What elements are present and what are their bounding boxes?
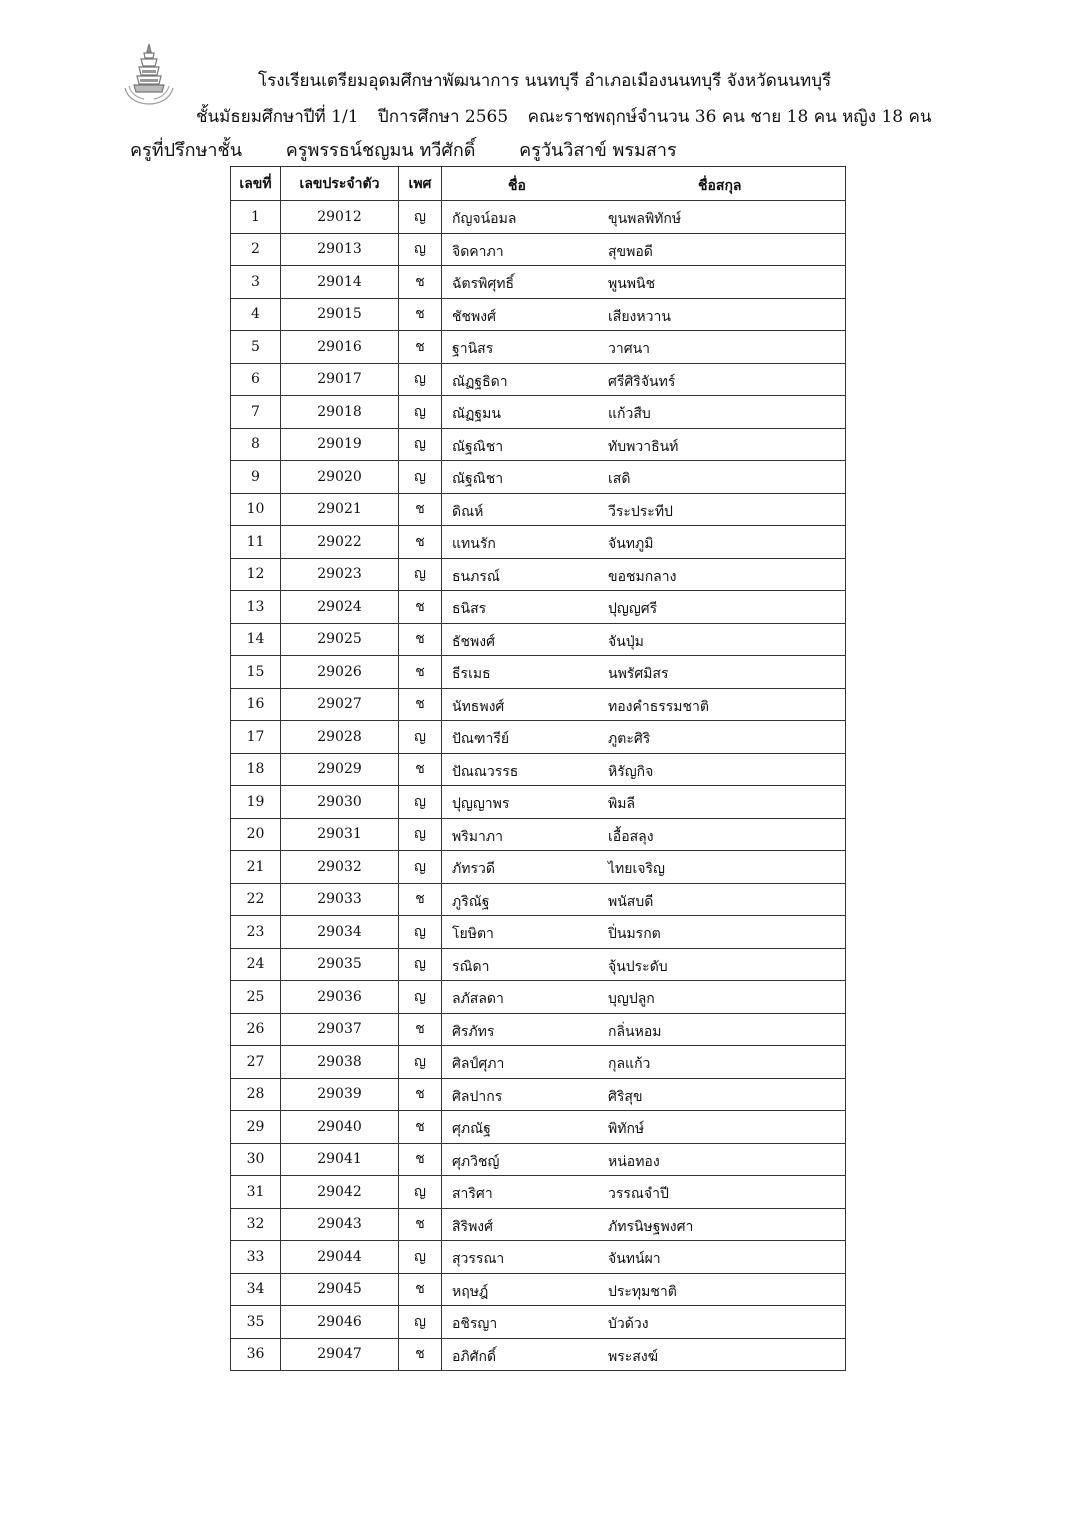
table-row (231, 1046, 846, 1079)
student-name-cell (442, 526, 846, 559)
student-id: 29014 (281, 266, 399, 299)
row-number: 25 (231, 981, 281, 1014)
student-sex: ญ (399, 1241, 442, 1274)
student-sex: ช (399, 526, 442, 559)
row-number: 18 (231, 753, 281, 786)
student-id: 29025 (281, 623, 399, 656)
student-last-name: จันปุ่ม (608, 633, 644, 650)
table-row (231, 591, 846, 624)
table-row (231, 1078, 846, 1111)
student-name-cell (442, 818, 846, 851)
roster-body (231, 201, 846, 1371)
student-id: 29032 (281, 851, 399, 884)
student-sex: ช (399, 493, 442, 526)
student-last-name: ทับพวาธินท์ (608, 438, 679, 455)
student-first-name: แทนรัก (452, 536, 496, 552)
student-name-cell (442, 1338, 846, 1371)
student-first-name: ณัฏฐธิดา (452, 373, 508, 390)
student-sex: ญ (399, 981, 442, 1014)
student-last-name: บัวด้วง (608, 1316, 649, 1332)
row-number: 11 (231, 526, 281, 559)
student-first-name: ธีรเมธ (452, 666, 491, 682)
student-id: 29034 (281, 916, 399, 949)
row-number: 14 (231, 623, 281, 656)
student-id: 29026 (281, 656, 399, 689)
table-row (231, 1338, 846, 1371)
student-last-name: แก้วสืบ (608, 406, 651, 422)
student-last-name: ศิริสุข (608, 1088, 643, 1105)
table-row (231, 916, 846, 949)
student-id: 29039 (281, 1078, 399, 1111)
table-row (231, 818, 846, 851)
student-id: 29042 (281, 1176, 399, 1209)
table-row (231, 1176, 846, 1209)
student-first-name: สิริพงศ์ (452, 1218, 494, 1235)
student-first-name: อชิรญา (452, 1316, 498, 1332)
student-name-cell (442, 558, 846, 591)
row-number: 3 (231, 266, 281, 299)
row-number: 8 (231, 428, 281, 461)
column-header-first-name: ชื่อ (508, 178, 526, 194)
student-last-name: เสียงหวาน (608, 308, 671, 325)
academic-year: ปีการศึกษา 2565 (377, 107, 509, 127)
row-number: 30 (231, 1143, 281, 1176)
row-number: 20 (231, 818, 281, 851)
column-header-student-id: เลขประจำตัว (281, 167, 399, 201)
row-number: 4 (231, 298, 281, 331)
row-number: 2 (231, 233, 281, 266)
student-last-name: หน่อทอง (608, 1153, 660, 1170)
student-id: 29024 (281, 591, 399, 624)
student-first-name: ศุภวิชญ์ (452, 1153, 500, 1170)
student-last-name: วรรณจำปี (608, 1186, 669, 1202)
student-first-name: ฉัตรพิศุทธิ์ (452, 276, 515, 292)
student-first-name: กัญจน์อมล (452, 211, 517, 227)
student-name-cell (442, 331, 846, 364)
student-name-cell (442, 688, 846, 721)
row-number: 6 (231, 363, 281, 396)
row-number: 7 (231, 396, 281, 429)
student-name-cell (442, 1111, 846, 1144)
student-last-name: ประทุมชาติ (608, 1283, 677, 1300)
student-sex: ช (399, 298, 442, 331)
row-number: 22 (231, 883, 281, 916)
student-first-name: ฐานิสร (452, 341, 494, 357)
table-row (231, 428, 846, 461)
student-last-name: เอื้อสลุง (608, 828, 654, 845)
student-name-cell (442, 1176, 846, 1209)
student-id: 29023 (281, 558, 399, 591)
student-sex: ช (399, 656, 442, 689)
row-number: 21 (231, 851, 281, 884)
student-name-cell (442, 591, 846, 624)
table-row (231, 1208, 846, 1241)
student-first-name: ธนภรณ์ (452, 568, 500, 585)
advisor-label: ครูที่ปรึกษาชั้น (130, 140, 243, 161)
table-row (231, 883, 846, 916)
student-last-name: กลิ่นหอม (608, 1023, 662, 1040)
student-last-name: พูนพนิช (608, 276, 656, 292)
row-number: 27 (231, 1046, 281, 1079)
row-number: 1 (231, 201, 281, 234)
student-first-name: ลภัสลดา (452, 991, 504, 1007)
table-row (231, 493, 846, 526)
student-last-name: พนัสบดี (608, 893, 654, 910)
table-row (231, 396, 846, 429)
student-last-name: จุ้นประดับ (608, 958, 668, 975)
student-sex: ช (399, 753, 442, 786)
school-emblem-logo (120, 42, 178, 106)
student-id: 29020 (281, 461, 399, 494)
student-name-cell (442, 916, 846, 949)
student-first-name: ภูริณัฐ (452, 893, 490, 910)
table-row (231, 298, 846, 331)
student-name-cell (442, 233, 846, 266)
student-id: 29041 (281, 1143, 399, 1176)
student-id: 29017 (281, 363, 399, 396)
student-last-name: จันทภูมิ (608, 536, 654, 552)
student-sex: ญ (399, 558, 442, 591)
row-number: 29 (231, 1111, 281, 1144)
table-row (231, 1013, 846, 1046)
student-name-cell (442, 981, 846, 1014)
student-last-name: วาศนา (608, 341, 651, 357)
row-number: 10 (231, 493, 281, 526)
student-last-name: กุลแก้ว (608, 1056, 651, 1072)
student-first-name: หฤษฎ์ (452, 1283, 489, 1300)
student-sex: ช (399, 623, 442, 656)
student-first-name: ศิลป์ศุภา (452, 1056, 505, 1072)
student-id: 29016 (281, 331, 399, 364)
student-name-cell (442, 1306, 846, 1339)
row-number: 24 (231, 948, 281, 981)
student-id: 29045 (281, 1273, 399, 1306)
student-first-name: ดิณห์ (452, 503, 484, 520)
student-last-name: พิมลี (608, 796, 636, 812)
student-sex: ญ (399, 721, 442, 754)
student-first-name: ปัณณวรรธ (452, 763, 519, 780)
table-row (231, 688, 846, 721)
student-id: 29019 (281, 428, 399, 461)
student-sex: ญ (399, 363, 442, 396)
table-row (231, 1273, 846, 1306)
student-last-name: ปิ่นมรกต (608, 926, 661, 942)
student-name-cell (442, 1078, 846, 1111)
class-info-line (196, 106, 946, 128)
student-id: 29018 (281, 396, 399, 429)
student-name-cell (442, 786, 846, 819)
student-name-cell (442, 1046, 846, 1079)
row-number: 17 (231, 721, 281, 754)
student-first-name: ศิลปากร (452, 1088, 503, 1105)
student-name-cell (442, 851, 846, 884)
student-last-name: ศรีศิริจันทร์ (608, 373, 676, 390)
student-first-name: ภัทรวดี (452, 861, 495, 877)
student-sex: ช (399, 1078, 442, 1111)
table-row (231, 461, 846, 494)
student-name-cell (442, 721, 846, 754)
advisor-2: ครูวันวิสาข์ พรมสาร (519, 140, 677, 161)
student-sex: ญ (399, 428, 442, 461)
student-sex: ญ (399, 916, 442, 949)
student-sex: ญ (399, 1176, 442, 1209)
student-sex: ช (399, 883, 442, 916)
student-name-cell (442, 656, 846, 689)
table-row (231, 1306, 846, 1339)
student-first-name: รณิดา (452, 958, 490, 975)
student-last-name: ภูตะศิริ (608, 731, 651, 747)
student-last-name: หิรัญกิจ (608, 763, 654, 780)
student-name-cell (442, 1208, 846, 1241)
student-id: 29047 (281, 1338, 399, 1371)
student-last-name: พิทักษ์ (608, 1121, 645, 1137)
table-row (231, 266, 846, 299)
student-last-name: ไทยเจริญ (608, 861, 665, 877)
table-row (231, 851, 846, 884)
student-name-cell (442, 266, 846, 299)
row-number: 36 (231, 1338, 281, 1371)
student-name-cell (442, 753, 846, 786)
student-first-name: ศิรภัทร (452, 1023, 495, 1040)
student-sex: ช (399, 1111, 442, 1144)
table-row (231, 786, 846, 819)
student-id: 29028 (281, 721, 399, 754)
student-first-name: พริมาภา (452, 828, 503, 845)
student-id: 29030 (281, 786, 399, 819)
student-name-cell (442, 396, 846, 429)
row-number: 32 (231, 1208, 281, 1241)
student-id: 29012 (281, 201, 399, 234)
student-name-cell (442, 298, 846, 331)
table-row (231, 526, 846, 559)
student-first-name: ชัชพงศ์ (452, 308, 496, 325)
table-row (231, 656, 846, 689)
student-last-name: สุขพอดี (608, 243, 653, 260)
student-first-name: โยษิตา (452, 926, 494, 942)
student-first-name: สุวรรณา (452, 1251, 505, 1267)
student-id: 29038 (281, 1046, 399, 1079)
student-id: 29040 (281, 1111, 399, 1144)
student-sex: ช (399, 1208, 442, 1241)
student-sex: ช (399, 1143, 442, 1176)
student-name-cell (442, 883, 846, 916)
student-name-cell (442, 461, 846, 494)
student-name-cell (442, 948, 846, 981)
student-first-name: ณัฐณิชา (452, 438, 504, 455)
column-header-name (442, 167, 846, 201)
row-number: 34 (231, 1273, 281, 1306)
student-sex: ช (399, 266, 442, 299)
column-header-sex: เพศ (399, 167, 442, 201)
student-first-name: ธนิสร (452, 601, 487, 617)
row-number: 15 (231, 656, 281, 689)
student-first-name: ปัณฑารีย์ (452, 731, 510, 747)
student-sex: ญ (399, 201, 442, 234)
student-sex: ญ (399, 233, 442, 266)
student-id: 29029 (281, 753, 399, 786)
student-sex: ญ (399, 1046, 442, 1079)
student-last-name: บุญปลูก (608, 991, 655, 1007)
student-roster-table (230, 166, 846, 1371)
school-name-heading: โรงเรียนเตรียมอุดมศึกษาพัฒนาการ นนทบุรี อำเภอเมืองนนทบุรี จังหวัดนนทบุรี (258, 71, 832, 91)
student-id: 29046 (281, 1306, 399, 1339)
student-first-name: อภิศักดิ์ (452, 1348, 497, 1365)
row-number: 35 (231, 1306, 281, 1339)
student-last-name: จันทน์ผา (608, 1251, 661, 1267)
class-level: ชั้นมัธยมศึกษาปีที่ 1/1 (196, 107, 359, 127)
table-row (231, 1111, 846, 1144)
student-sex: ญ (399, 851, 442, 884)
student-sex: ช (399, 1273, 442, 1306)
student-name-cell (442, 363, 846, 396)
student-name-cell (442, 1273, 846, 1306)
student-id: 29015 (281, 298, 399, 331)
table-row (231, 948, 846, 981)
table-row (231, 623, 846, 656)
student-name-cell (442, 428, 846, 461)
student-sex: ช (399, 688, 442, 721)
student-id: 29033 (281, 883, 399, 916)
row-number: 23 (231, 916, 281, 949)
student-sex: ช (399, 1013, 442, 1046)
student-last-name: ขอชมกลาง (608, 568, 677, 585)
student-sex: ญ (399, 461, 442, 494)
student-name-cell (442, 1241, 846, 1274)
student-name-cell (442, 1143, 846, 1176)
advisor-line (130, 140, 715, 162)
table-row (231, 331, 846, 364)
student-first-name: ปุญญาพร (452, 796, 510, 812)
student-last-name: พระสงฆ์ (608, 1348, 659, 1365)
table-row (231, 201, 846, 234)
student-last-name: ปุญญศรี (608, 601, 658, 617)
student-id: 29035 (281, 948, 399, 981)
student-last-name: ภัทรนิษฐพงศา (608, 1218, 694, 1235)
column-header-no: เลขที่ (231, 167, 281, 201)
student-sex: ญ (399, 818, 442, 851)
student-first-name: จิดคาภา (452, 243, 504, 260)
student-first-name: ศุภณัฐ (452, 1121, 491, 1137)
student-last-name: นพรัศมิสร (608, 666, 669, 682)
table-row (231, 363, 846, 396)
student-sex: ญ (399, 396, 442, 429)
student-first-name: ธัชพงศ์ (452, 633, 495, 650)
row-number: 33 (231, 1241, 281, 1274)
table-row (231, 558, 846, 591)
row-number: 31 (231, 1176, 281, 1209)
student-name-cell (442, 623, 846, 656)
student-id: 29013 (281, 233, 399, 266)
student-last-name: วีระประทีป (608, 503, 673, 520)
advisor-1: ครูพรรธน์ชญมน ทวีศักดิ์ (285, 140, 476, 161)
column-header-last-name: ชื่อสกุล (698, 178, 742, 194)
student-last-name: เสดิ (608, 471, 631, 487)
class-summary: คณะราชพฤกษ์จำนวน 36 คน ชาย 18 คน หญิง 18 คน (527, 107, 932, 127)
table-row (231, 1241, 846, 1274)
student-first-name: ณัฏฐมน (452, 406, 501, 422)
row-number: 12 (231, 558, 281, 591)
student-last-name: ทองคำธรรมชาติ (608, 698, 709, 715)
student-name-cell (442, 1013, 846, 1046)
student-sex: ช (399, 331, 442, 364)
table-header-row (231, 167, 846, 201)
student-first-name: สาริศา (452, 1186, 493, 1202)
row-number: 16 (231, 688, 281, 721)
student-id: 29036 (281, 981, 399, 1014)
student-id: 29044 (281, 1241, 399, 1274)
row-number: 9 (231, 461, 281, 494)
student-sex: ญ (399, 1306, 442, 1339)
student-name-cell (442, 201, 846, 234)
student-first-name: ณัฐณิชา (452, 471, 504, 487)
student-id: 29022 (281, 526, 399, 559)
student-sex: ญ (399, 786, 442, 819)
row-number: 26 (231, 1013, 281, 1046)
row-number: 28 (231, 1078, 281, 1111)
student-sex: ญ (399, 948, 442, 981)
student-id: 29021 (281, 493, 399, 526)
student-last-name: ขุนพลพิทักษ์ (608, 211, 682, 227)
student-id: 29027 (281, 688, 399, 721)
student-id: 29043 (281, 1208, 399, 1241)
student-id: 29037 (281, 1013, 399, 1046)
student-name-cell (442, 493, 846, 526)
student-first-name: นัทธพงศ์ (452, 698, 505, 715)
student-id: 29031 (281, 818, 399, 851)
row-number: 5 (231, 331, 281, 364)
row-number: 19 (231, 786, 281, 819)
student-sex: ช (399, 1338, 442, 1371)
table-row (231, 981, 846, 1014)
student-sex: ช (399, 591, 442, 624)
row-number: 13 (231, 591, 281, 624)
table-row (231, 721, 846, 754)
table-row (231, 1143, 846, 1176)
table-row (231, 753, 846, 786)
table-row (231, 233, 846, 266)
